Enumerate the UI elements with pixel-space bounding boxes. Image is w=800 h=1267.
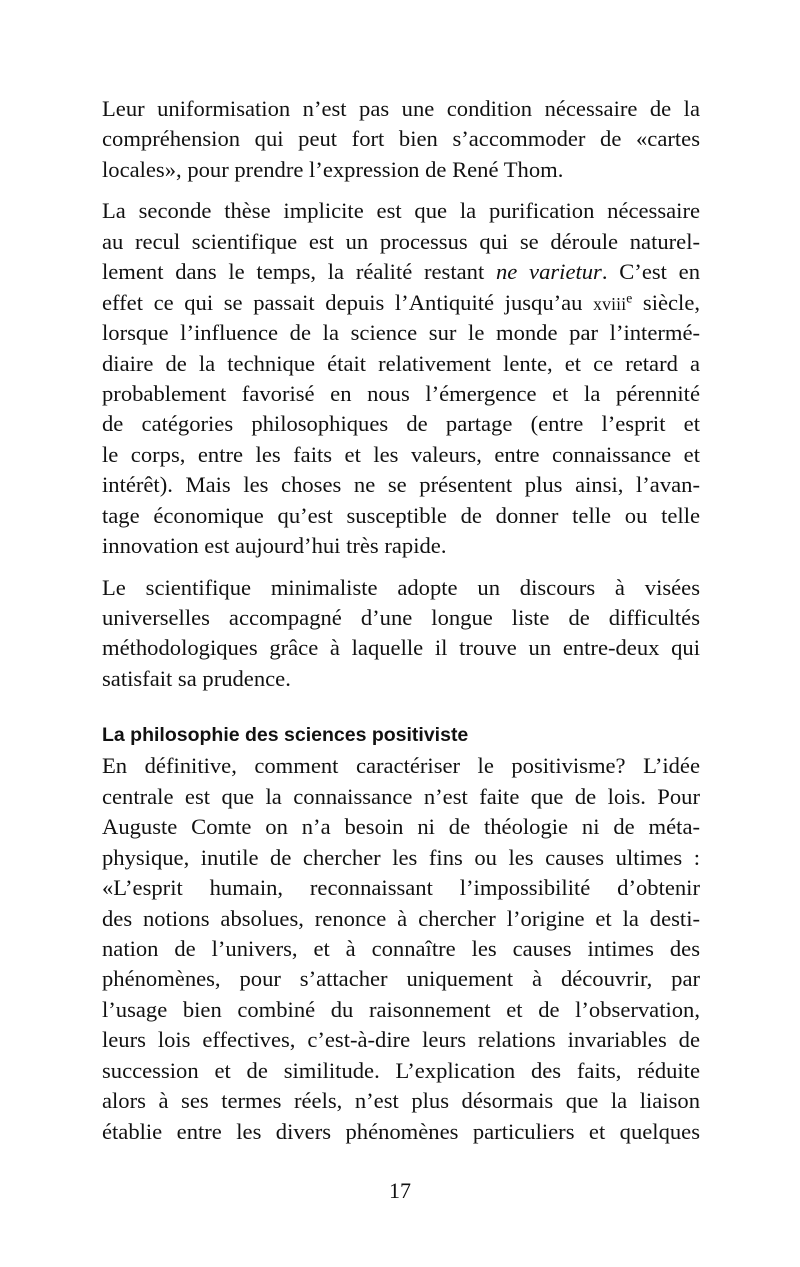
text-line: innovation est aujourd’hui très rapide. — [102, 533, 447, 559]
text-line: établie entre les divers phénomènes particuliers et quelques — [102, 1118, 700, 1144]
text-line: phénomènes, pour s’attacher uniquement à découvrir, par — [102, 966, 700, 992]
text-fragment: effet ce qui se passait depuis l’Antiquité jusqu’au — [102, 289, 594, 315]
text-fragment: . C’est en — [601, 259, 700, 285]
page-number: 17 — [389, 1178, 411, 1203]
text-line: La seconde thèse implicite est que la purification nécessaire — [102, 198, 700, 224]
text-line: locales», pour prendre l’expression de René Thom. — [102, 156, 564, 182]
text-line: compréhension qui peut fort bien s’accommoder de «cartes — [102, 126, 700, 152]
book-page — [102, 94, 700, 1147]
century-superscript: e — [626, 290, 633, 306]
text-line: le corps, entre les faits et les valeurs, entre connaissance et — [102, 441, 700, 467]
text-line: l’usage bien combiné du raisonnement et de l’observation, — [102, 996, 700, 1022]
text-line: au recul scientifique est un processus qui se déroule naturel- — [102, 228, 700, 254]
paragraph-scientifique-minimaliste — [102, 573, 700, 695]
paragraph-positivisme — [102, 751, 700, 1147]
text-line: succession et de similitude. L’explication des faits, réduite — [102, 1057, 700, 1083]
text-line: En définitive, comment caractériser le positivisme? L’idée — [102, 753, 700, 779]
paragraph-seconde-these — [102, 196, 700, 561]
text-line: Auguste Comte on n’a besoin ni de théologie ni de méta- — [102, 814, 700, 840]
text-line: alors à ses termes réels, n’est plus désormais que la liaison — [102, 1088, 700, 1114]
text-line: Leur uniformisation n’est pas une condition nécessaire de la — [102, 96, 700, 121]
italic-latin-phrase: ne varietur — [495, 259, 602, 285]
text-line-with-century — [102, 288, 700, 318]
text-line: Le scientifique minimaliste adopte un discours à visées — [102, 574, 700, 600]
text-line: intérêt). Mais les choses ne se présentent plus ainsi, l’avan- — [102, 472, 700, 498]
text-line: leurs lois effectives, c’est-à-dire leurs relations invariables de — [102, 1027, 700, 1053]
paragraph-uniformisation — [102, 94, 700, 185]
text-line: nation de l’univers, et à connaître les causes intimes des — [102, 935, 700, 961]
century-small-caps: xviii — [593, 293, 627, 314]
text-line: diaire de la technique était relativement lente, et ce retard a — [102, 350, 700, 376]
text-line: des notions absolues, renonce à chercher l’origine et la desti- — [102, 905, 700, 931]
text-line: centrale est que la connaissance n’est faite que de lois. Pour — [102, 783, 700, 809]
text-line: universelles accompagné d’une longue liste de difficultés — [102, 605, 700, 630]
section-heading: La philosophie des sciences positiviste — [102, 724, 469, 747]
text-line: lorsque l’influence de la science sur le monde par l’intermé- — [102, 320, 700, 346]
text-line-with-italic — [102, 257, 700, 287]
text-line: physique, inutile de chercher les fins ou les causes ultimes : — [102, 844, 700, 870]
text-fragment: siècle, — [632, 289, 700, 315]
text-line: satisfait sa prudence. — [102, 665, 291, 691]
text-line: «L’esprit humain, reconnaissant l’impossibilité d’obtenir — [102, 875, 700, 901]
text-line: tage économique qu’est susceptible de donner telle ou telle — [102, 502, 700, 528]
text-line: méthodologiques grâce à laquelle il trouve un entre-deux qui — [102, 635, 700, 661]
text-fragment: lement dans le temps, la réalité restant — [102, 259, 496, 285]
text-line: probablement favorisé en nous l’émergence et la pérennité — [102, 380, 700, 406]
text-line: de catégories philosophiques de partage (entre l’esprit et — [102, 411, 700, 437]
